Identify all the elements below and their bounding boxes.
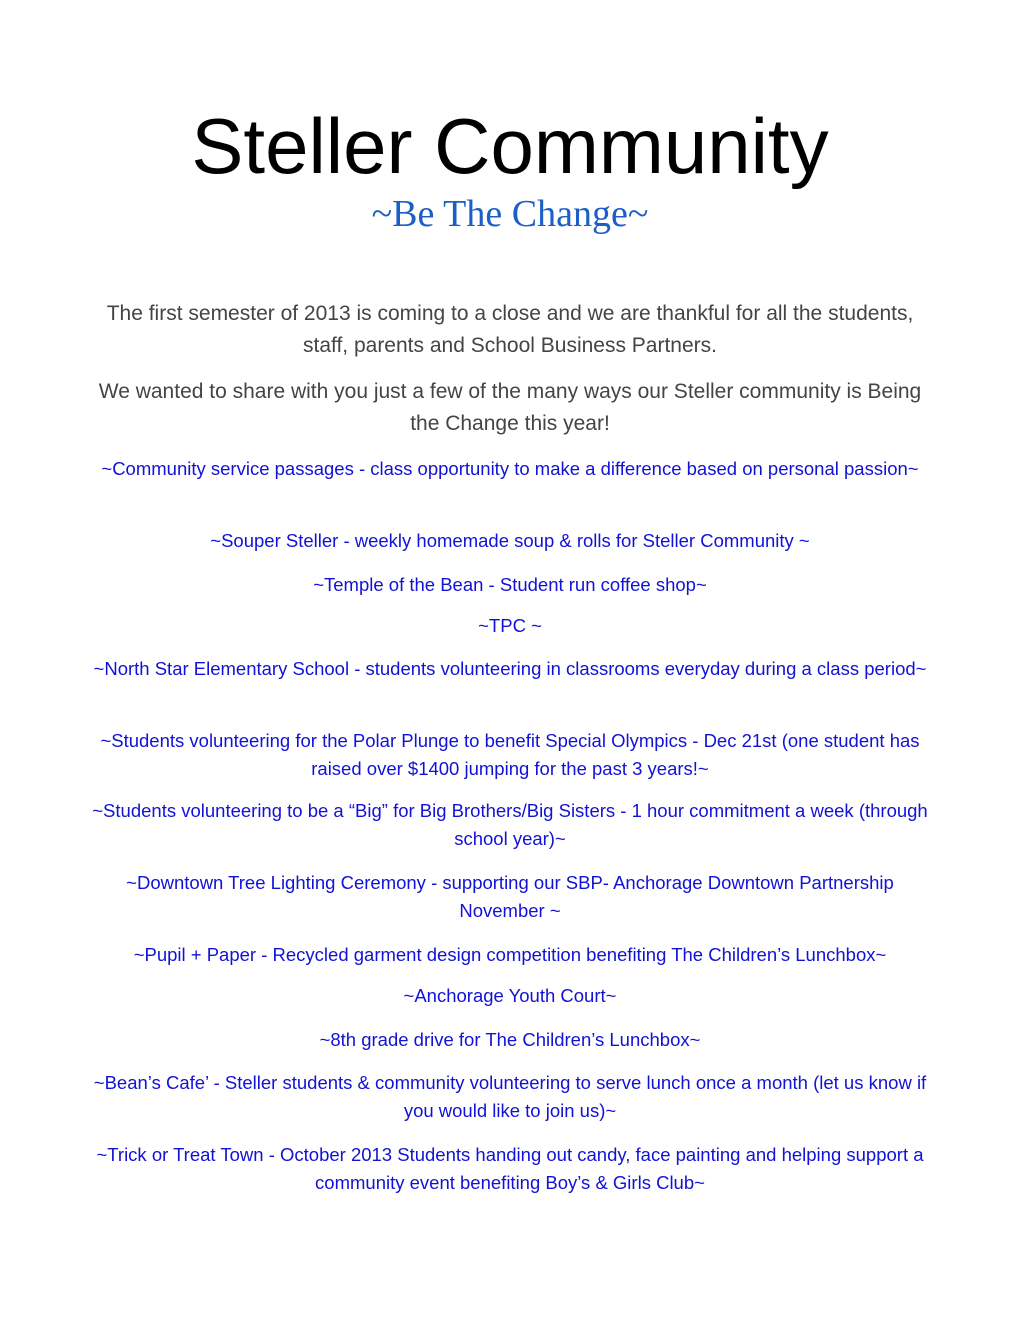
- initiative-item-youth-court: ~Anchorage Youth Court~: [403, 985, 617, 1006]
- initiative-item-temple-of-the-bean: ~Temple of the Bean - Student run coffee shop~: [313, 574, 707, 595]
- initiative-item-tpc: ~TPC ~: [478, 615, 542, 636]
- initiative-item-north-star: ~North Star Elementary School - students volunteering in classrooms everyday during a class period~: [93, 658, 927, 679]
- initiative-item-community-service: ~Community service passages - class opportunity to make a difference based on personal passion~: [101, 458, 919, 479]
- initiative-item-polar-plunge: ~Students volunteering for the Polar Plunge to benefit Special Olympics - Dec 21st (one student has raised over $1400 jumping for the past 3 years!~: [100, 730, 920, 779]
- initiative-item-souper-steller: ~Souper Steller - weekly homemade soup & rolls for Steller Community ~: [210, 530, 810, 551]
- initiative-item-pupil-paper: ~Pupil + Paper - Recycled garment design competition benefiting The Children’s Lunchbox~: [133, 944, 887, 965]
- intro-paragraph-1: The first semester of 2013 is coming to a close and we are thankful for all the students, staff, parents and School Business Partners.: [106, 302, 914, 357]
- initiative-item-trick-or-treat: ~Trick or Treat Town - October 2013 Students handing out candy, face painting and helping support a community event benefiting Boy’s & Girls Club~: [96, 1144, 924, 1193]
- initiative-item-big-brothers: ~Students volunteering to be a “Big” for Big Brothers/Big Sisters - 1 hour commitment a week (through school year)~: [92, 800, 928, 849]
- initiative-item-8th-grade-drive: ~8th grade drive for The Children’s Lunchbox~: [319, 1029, 701, 1050]
- document-title: Steller Community: [191, 102, 829, 190]
- document-subtitle: ~Be The Change~: [371, 193, 649, 235]
- initiative-item-tree-lighting: ~Downtown Tree Lighting Ceremony - supporting our SBP- Anchorage Downtown Partnership November ~: [126, 872, 894, 921]
- initiative-item-beans-cafe: ~Bean’s Cafe’ - Steller students & community volunteering to serve lunch once a month (let us know if you would like to join us)~: [93, 1072, 927, 1121]
- intro-paragraph-2: We wanted to share with you just a few of the many ways our Steller community is Being the Change this year!: [98, 380, 922, 435]
